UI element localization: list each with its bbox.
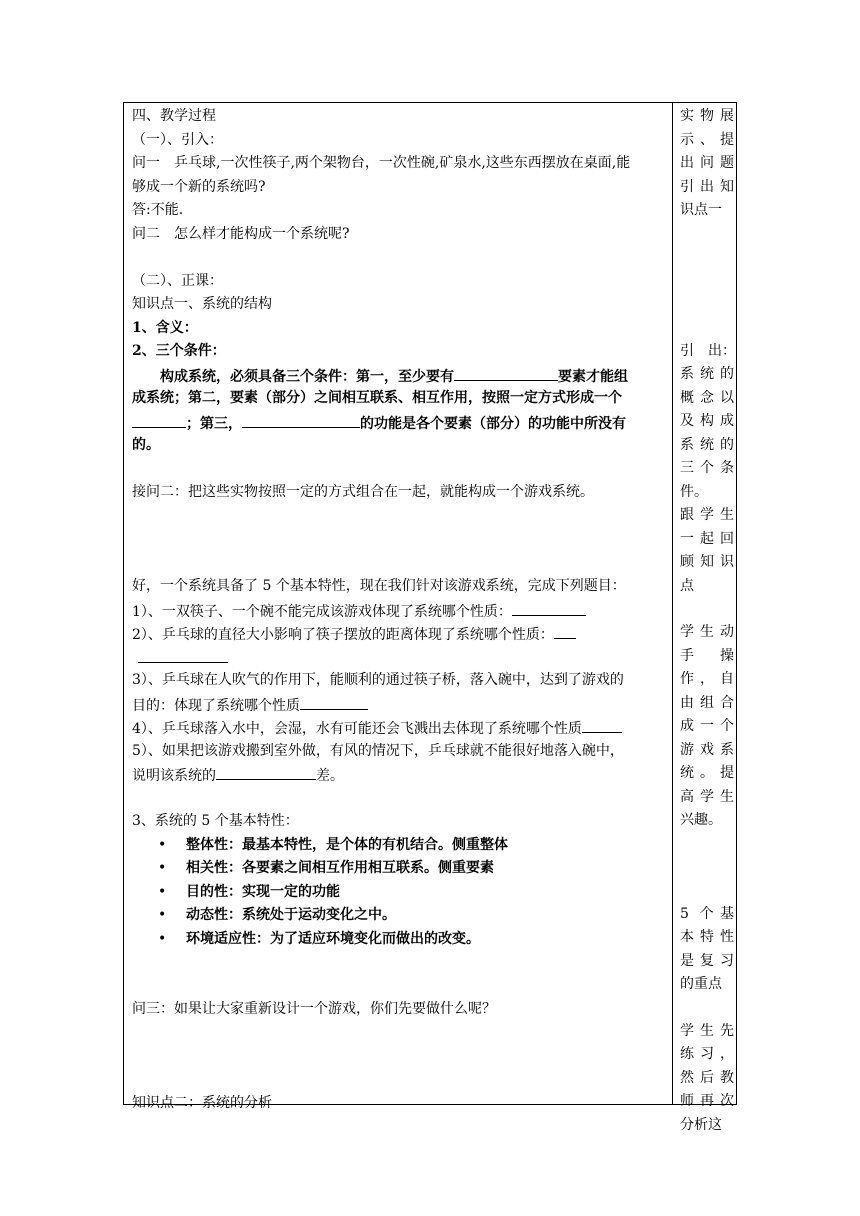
column-divider <box>672 103 673 1104</box>
note-line: 一起回 <box>680 530 734 547</box>
lesson-plan-table <box>123 102 737 1133</box>
exercise-5-text-b: 差。 <box>316 768 344 784</box>
note-line: 本特性 <box>680 929 734 945</box>
fill-blank <box>138 646 228 663</box>
note-line: 统。提 <box>680 765 734 781</box>
exercise-4-text: 4）、乒乓球落入水中，会湿，水有可能还会飞溅出去体现了系统哪个性质 <box>132 721 582 737</box>
note-line: 实物展 <box>680 108 734 124</box>
note-line: 点 <box>680 577 694 594</box>
conditions-line-1 <box>132 364 667 388</box>
exercise-5-line-2 <box>132 763 667 787</box>
trait-text: 目的性：实现一定的功能 <box>186 883 340 900</box>
fill-blank <box>512 599 586 616</box>
spacer <box>132 1069 667 1093</box>
game-intro: 好，一个系统具备了 5 个基本特性，现在我们针对该游戏系统，完成下列题目： <box>132 578 626 594</box>
exercise-3-text: 目的：体现了系统哪个性质 <box>132 697 300 714</box>
note-line: 识点一 <box>680 202 722 218</box>
spacer <box>132 975 667 999</box>
note-block-2 <box>680 340 734 599</box>
bullet-icon: • <box>158 907 167 923</box>
question-3: 问三：如果让大家重新设计一个游戏，你们先要做什么呢？ <box>132 1001 496 1017</box>
exercise-1-text: 1）、一双筷子、一个碗不能完成该游戏体现了系统哪个性质： <box>132 603 512 620</box>
spacer <box>132 458 667 482</box>
bullet-icon: • <box>158 836 167 853</box>
knowledge-point-1: 知识点一、系统的结构 <box>132 296 272 312</box>
follow-question-2: 接问二：把这些实物按照一定的方式组合在一起，就能构成一个游戏系统。 <box>132 484 594 500</box>
trait-text: 动态性：系统处于运动变化之中。 <box>186 907 396 923</box>
trait-item <box>132 881 667 905</box>
conditions-text-d: 的功能是各个要素（部分）的功能中所没有 <box>360 415 626 432</box>
exercise-3-line-2 <box>132 693 667 717</box>
spacer <box>132 246 667 270</box>
spacer <box>132 1045 667 1069</box>
note-line: 游戏系 <box>680 741 734 758</box>
note-line: 是复习 <box>680 952 734 969</box>
section-title: 四、教学过程 <box>132 108 216 124</box>
note-block-4 <box>680 903 734 997</box>
note-line: 作，自 <box>680 671 734 687</box>
spacer <box>132 552 667 576</box>
trait-item <box>132 834 667 858</box>
fill-blank <box>300 693 368 710</box>
note-line: 出问题 <box>680 155 734 171</box>
fill-blank <box>132 411 186 428</box>
trait-text: 相关性：各要素之间相互作用相互联系。侧重要素 <box>186 860 494 876</box>
note-block-3 <box>680 621 734 833</box>
spacer <box>132 1022 667 1046</box>
exercise-5-text-a: 说明该系统的 <box>132 768 216 784</box>
fill-blank <box>242 411 360 428</box>
note-line: 件。 <box>680 483 708 500</box>
note-line: 高学生 <box>680 788 734 805</box>
notes-column <box>680 105 734 1137</box>
exercise-2-text: 2）、乒乓球的直径大小影响了筷子摆放的距离体现了系统哪个性质： <box>132 627 554 643</box>
fill-blank <box>554 622 576 639</box>
note-line: 分析这 <box>680 1116 722 1133</box>
note-line: 成一个 <box>680 718 734 734</box>
knowledge-point-2: 知识点二：系统的分析 <box>132 1095 272 1111</box>
conditions-text-c: ；第三， <box>186 415 242 432</box>
fill-blank <box>454 364 558 381</box>
bullet-icon: • <box>158 930 167 947</box>
note-line: 三个条 <box>680 460 734 476</box>
note-line: 引出知 <box>680 178 734 195</box>
traits-heading: 3、系统的 5 个基本特性： <box>132 813 299 829</box>
exercise-4 <box>132 716 667 740</box>
fill-blank <box>216 763 316 780</box>
note-line: 顾知识 <box>680 554 734 570</box>
note-line: 学生先 <box>680 1022 734 1039</box>
note-line: 5 个基 <box>680 905 734 922</box>
note-line: 手 操 <box>680 647 734 664</box>
exercise-2-continued <box>132 646 667 670</box>
question-2: 问二 怎么样才能构成一个系统呢? <box>132 225 350 242</box>
exercise-1 <box>132 599 667 623</box>
spacer <box>132 951 667 975</box>
note-line: 然后教 <box>680 1069 734 1086</box>
question-1-line-1: 问一 乒乓球,一次性筷子,两个架物台，一次性碗,矿泉水,这些东西摆放在桌面,能 <box>132 155 631 171</box>
trait-item <box>132 928 667 952</box>
note-line: 学生动 <box>680 624 734 640</box>
question-1-line-2: 够成一个新的系统吗? <box>132 178 266 195</box>
note-line: 练习， <box>680 1046 734 1062</box>
exercise-3-line-1: 3）、乒乓球在人吹气的作用下，能顺利的通过筷子桥，落入碗中，达到了游戏的 <box>132 672 624 688</box>
fill-blank <box>582 716 622 733</box>
trait-text: 整体性：最基本特性，是个体的有机结合。侧重整体 <box>186 836 508 853</box>
note-block-1 <box>680 105 734 223</box>
conditions-heading: 2、三个条件： <box>132 343 226 359</box>
bullet-icon: • <box>158 883 167 900</box>
note-line: 系统的 <box>680 436 734 453</box>
note-line: 师再次 <box>680 1093 734 1109</box>
note-line: 引 出： <box>680 342 736 359</box>
conditions-line-3 <box>132 411 667 435</box>
note-line: 概念以 <box>680 389 734 406</box>
conditions-text-a: 构成系统，必须具备三个条件：第一，至少要有 <box>160 368 454 385</box>
intro-heading: （一）、引入： <box>132 131 223 148</box>
answer-1: 答:不能. <box>132 202 184 218</box>
conditions-line-4: 的。 <box>132 437 160 453</box>
trait-text: 环境适应性：为了适应环境变化而做出的改变。 <box>186 930 480 947</box>
definition-heading: 1、含义： <box>132 319 198 336</box>
note-line: 的重点 <box>680 976 722 992</box>
spacer <box>132 528 667 552</box>
trait-item <box>132 857 667 881</box>
conditions-text-b: 要素才能组 <box>558 368 628 385</box>
note-block-5 <box>680 1020 734 1138</box>
teaching-process-column <box>132 105 667 1116</box>
spacer <box>132 505 667 529</box>
trait-item <box>132 904 667 928</box>
note-line: 及构成 <box>680 413 734 429</box>
note-line: 示、提 <box>680 131 734 148</box>
spacer <box>132 787 667 811</box>
exercise-5-line-1: 5）、如果把该游戏搬到室外做，有风的情况下，乒乓球就不能很好地落入碗中， <box>132 742 624 759</box>
exercise-2 <box>132 622 667 646</box>
note-line: 由组合 <box>680 694 734 711</box>
lesson-heading: （二）、正课： <box>132 272 223 289</box>
note-line: 兴趣。 <box>680 812 722 828</box>
note-line: 跟学生 <box>680 507 734 523</box>
conditions-line-2: 成系统；第二，要素（部分）之间相互联系、相互作用，按照一定方式形成一个 <box>132 390 622 406</box>
note-line: 系统的 <box>680 366 734 382</box>
bullet-icon: • <box>158 860 167 876</box>
